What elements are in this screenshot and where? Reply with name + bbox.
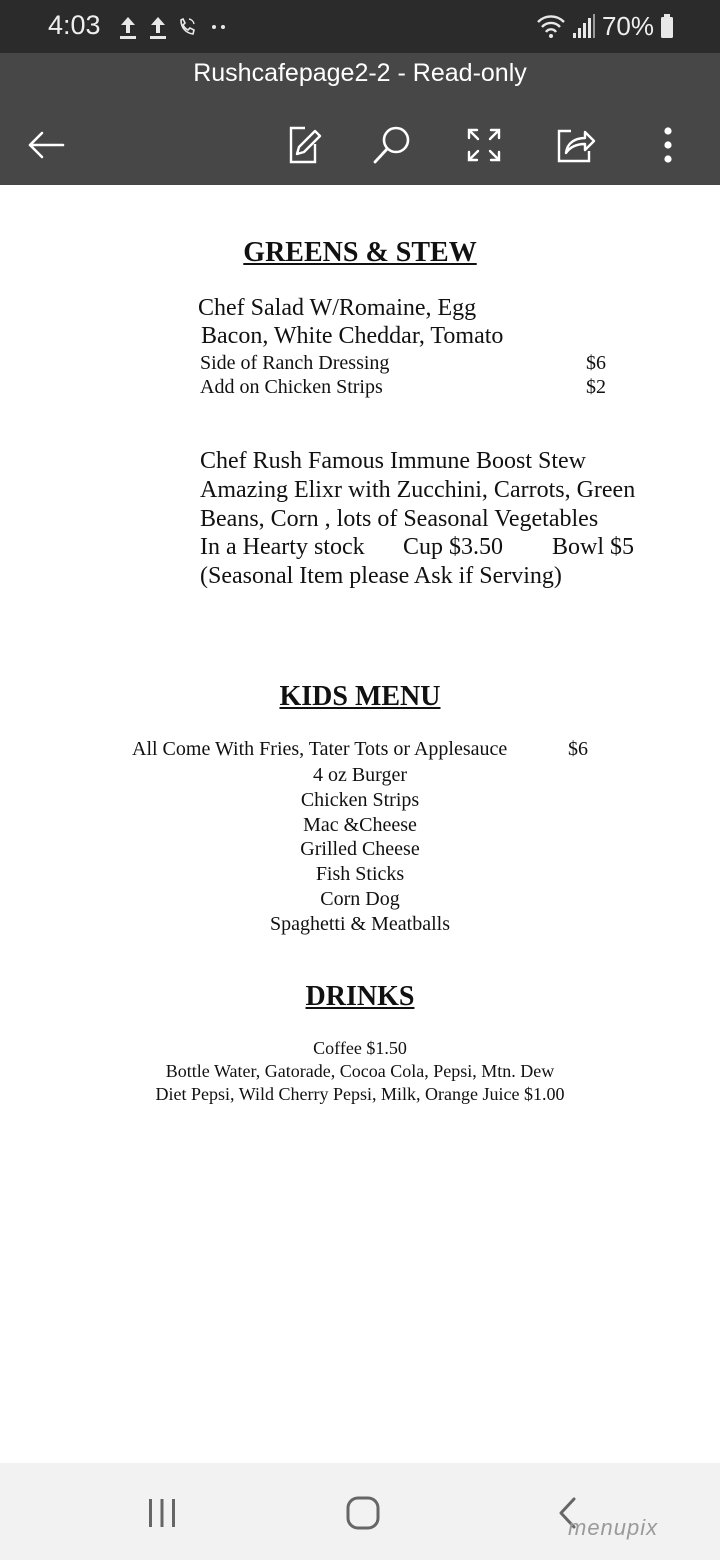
list-item: Bottle Water, Gatorade, Cocoa Cola, Pepsi, Mtn. Dew [165,1061,555,1081]
fullscreen-button[interactable] [456,117,512,173]
edit-icon [283,124,323,166]
recent-apps-button[interactable] [132,1485,192,1541]
battery-icon [660,13,674,39]
list-item: Chicken Strips [300,788,420,811]
stew-line-1: Chef Rush Famous Immune Boost Stew [200,448,587,474]
stew-line-4a: In a Hearty stock [200,534,365,560]
list-item: Fish Sticks [315,863,405,886]
list-item: Diet Pepsi, Wild Cherry Pepsi, Milk, Orange Juice $1.00 [155,1084,565,1104]
wifi-call-icon [177,16,197,38]
status-system-icons [536,10,674,42]
status-time: 4:03 [48,10,101,40]
upload-icon [117,14,139,40]
list-item: Corn Dog [320,887,400,910]
stew-line-3: Beans, Corn , lots of Seasonal Vegetables [200,506,599,532]
status-bar [0,0,720,53]
back-arrow-icon [26,129,66,161]
salad-line-4: Add on Chicken Strips [200,376,383,398]
list-item: Grilled Cheese [300,838,420,861]
search-icon [372,125,412,165]
home-button[interactable] [333,1485,393,1541]
list-item: Coffee $1.50 [313,1038,407,1058]
heading-greens-stew: GREENS & STEW [243,237,477,268]
back-button[interactable] [18,117,74,173]
share-button[interactable] [548,117,604,173]
document-page[interactable] [0,185,720,1463]
heading-kids-menu: KIDS MENU [279,681,441,712]
stew-cup-price: Cup $3.50 [403,534,504,560]
app-toolbar [0,53,720,185]
share-icon [555,125,597,165]
kids-price: $6 [568,738,588,760]
chicken-addon-price: $2 [586,376,606,398]
salad-line-1: Chef Salad W/Romaine, Egg [198,295,477,321]
kids-items-list [0,763,720,937]
kids-intro: All Come With Fries, Tater Tots or Applesauce [132,738,508,760]
fullscreen-icon [466,127,502,163]
edit-button[interactable] [275,117,331,173]
list-item: Mac &Cheese [303,813,417,836]
navigation-bar [0,1463,720,1560]
salad-price: $6 [586,352,606,374]
stew-line-2: Amazing Elixr with Zucchini, Carrots, Green [200,477,636,503]
list-item: 4 oz Burger [312,764,408,786]
wifi-icon [536,13,566,39]
search-button[interactable] [364,117,420,173]
stew-bowl-price: Bowl $5 [552,534,635,560]
recent-apps-icon [145,1496,179,1530]
salad-line-3: Side of Ranch Dressing [200,352,390,374]
more-dots-icon [205,22,231,32]
more-options-button[interactable] [640,117,696,173]
upload-icon [147,14,169,40]
heading-drinks: DRINKS [305,981,415,1012]
more-vert-icon [662,127,674,163]
signal-icon [572,13,596,39]
list-item: Spaghetti & Meatballs [270,912,450,935]
home-icon [345,1495,381,1531]
battery-percent: 70% [601,10,654,41]
drinks-list [0,1037,720,1106]
stew-line-5: (Seasonal Item please Ask if Serving) [200,563,562,589]
status-notification-icons [117,12,231,42]
watermark: menupix [568,1515,659,1540]
document-title: Rushcafepage2-2 - Read-only [193,59,527,87]
salad-line-2: Bacon, White Cheddar, Tomato [201,323,504,349]
